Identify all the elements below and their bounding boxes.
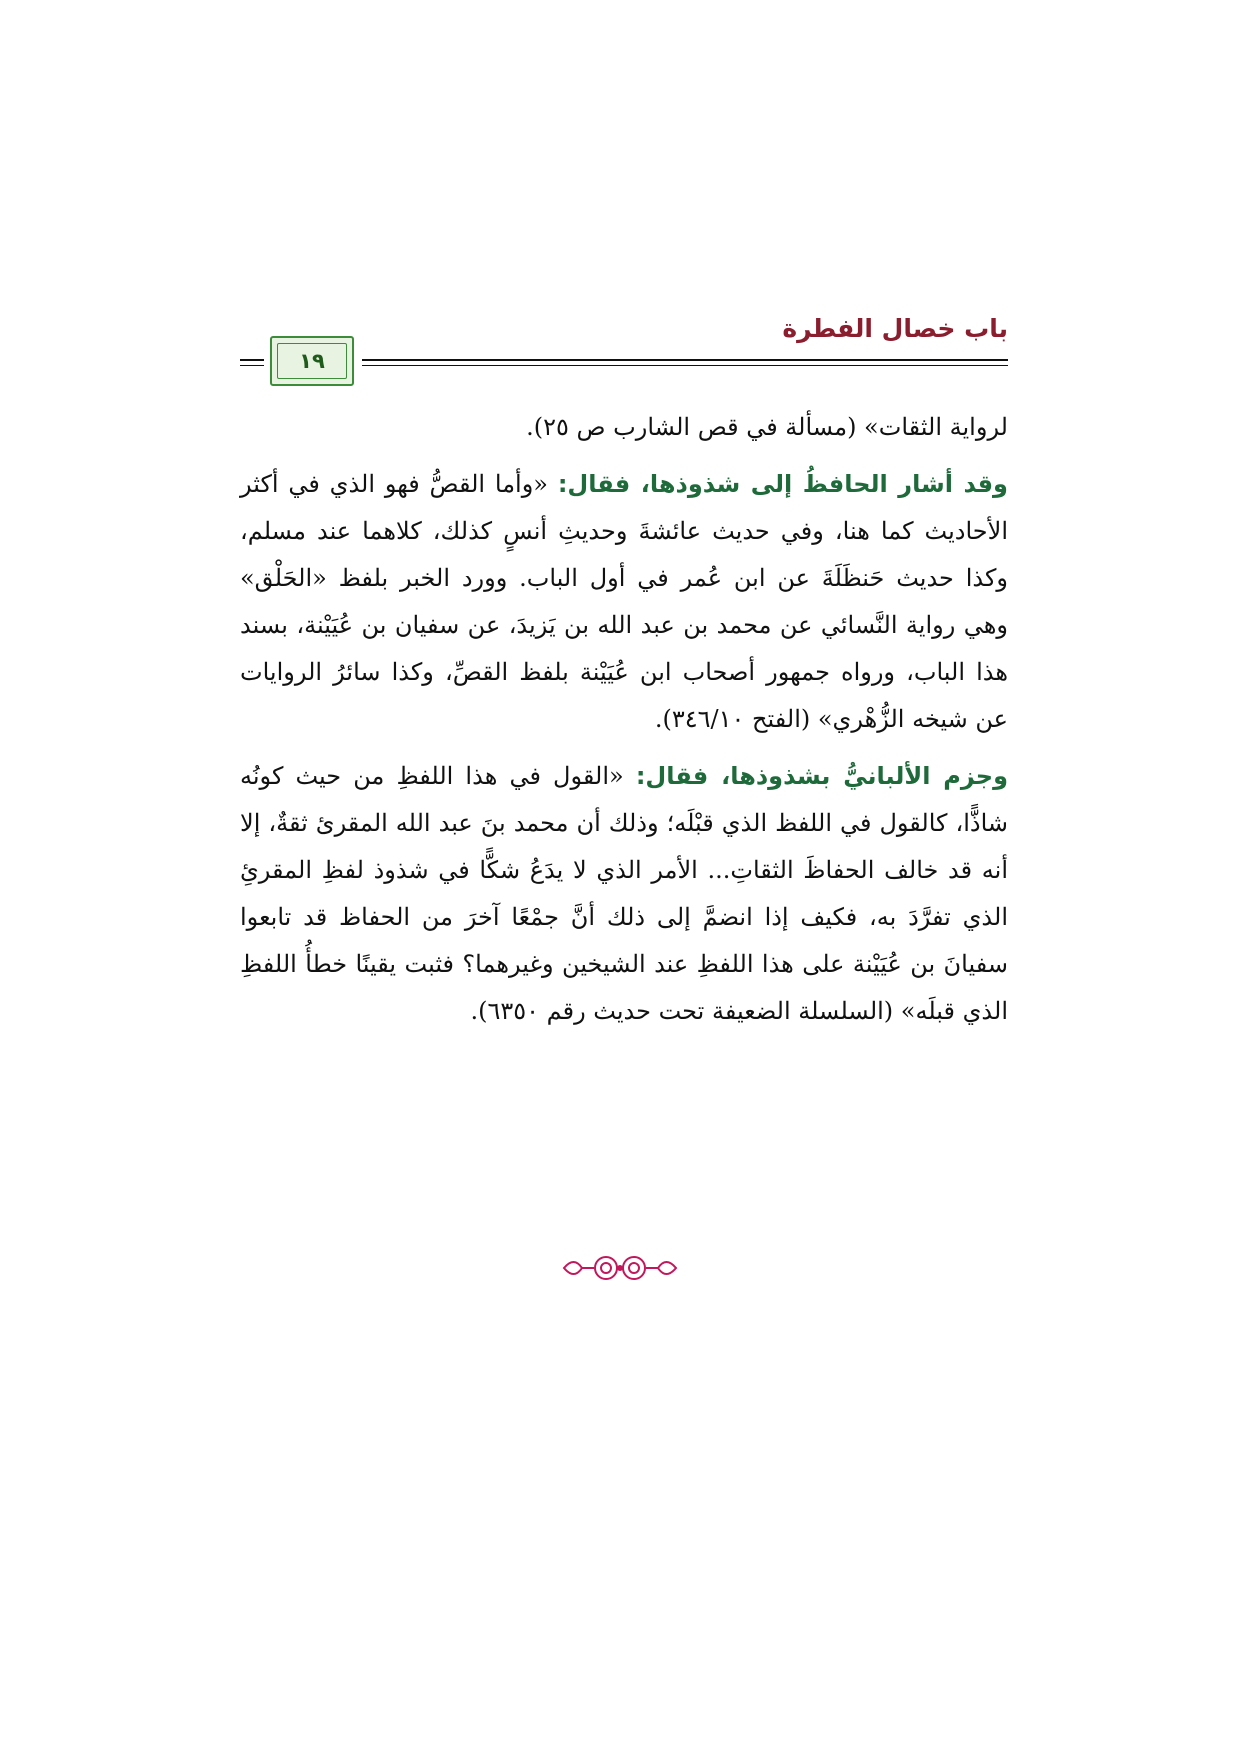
- paragraph-text: «وأما القصُّ فهو الذي في أكثر الأحاديث كما هنا، وفي حديث عائشةَ وحديثِ أنسٍ كذلك، كلاهما عند مسلم، وكذا حديث حَنظَلَةَ عن ابن عُمر في أول الباب. وورد الخبر بلفظ «الحَلْق» وهي رواية النَّسائي عن محمد بن عبد الله بن يَزيدَ، عن سفيان بن عُيَيْنة، بسند هذا الباب، ورواه جمهور أصحاب ابن عُيَيْنة بلفظ القصِّ، وكذا سائرُ الروايات عن شيخه الزُّهْري» (الفتح ٣٤٦/١٠).: [240, 470, 1008, 733]
- paragraph-text: لرواية الثقات» (مسألة في قص الشارب ص ٢٥).: [526, 413, 1008, 441]
- page-body: [240, 404, 1008, 1045]
- paragraph-lead: وجزم الألبانيُّ بشذوذها، فقال:: [635, 762, 1009, 790]
- paragraph-lead: وقد أشار الحافظُ إلى شذوذها، فقال:: [557, 470, 1008, 498]
- header-rule-short-inner: [240, 365, 264, 366]
- floral-divider-icon: [560, 1248, 680, 1288]
- page-number-badge: [270, 336, 354, 386]
- paragraph-text: «القول في هذا اللفظِ من حيث كونُه شاذًّا، كالقول في اللفظ الذي قبْلَه؛ وذلك أن محمد بنَ عبد الله المقرئ ثقةٌ، إلا أنه قد خالف الحفاظَ الثقاتِ... الأمر الذي لا يدَعُ شكًّا في شذوذ لفظِ المقرئِ الذي تفرَّدَ به، فكيف إذا انضمَّ إلى ذلك أنَّ جمْعًا آخرَ من الحفاظ قد تابعوا سفيانَ بن عُيَيْنة على هذا اللفظِ عند الشيخين وغيرهما؟ فثبت يقينًا خطأُ اللفظِ الذي قبلَه» (السلسلة الضعيفة تحت حديث رقم ٦٣٥٠).: [240, 762, 1008, 1025]
- header-rule-inner: [362, 365, 1008, 366]
- page-header: [240, 314, 1008, 384]
- paragraph-albani: [240, 753, 1008, 1035]
- paragraph-continuation: [240, 404, 1008, 451]
- page-number: ١٩: [299, 349, 325, 373]
- header-rule-short: [240, 359, 264, 361]
- chapter-title: باب خصال الفطرة: [782, 314, 1008, 343]
- paragraph-hafiz: [240, 461, 1008, 743]
- header-rule: [362, 359, 1008, 361]
